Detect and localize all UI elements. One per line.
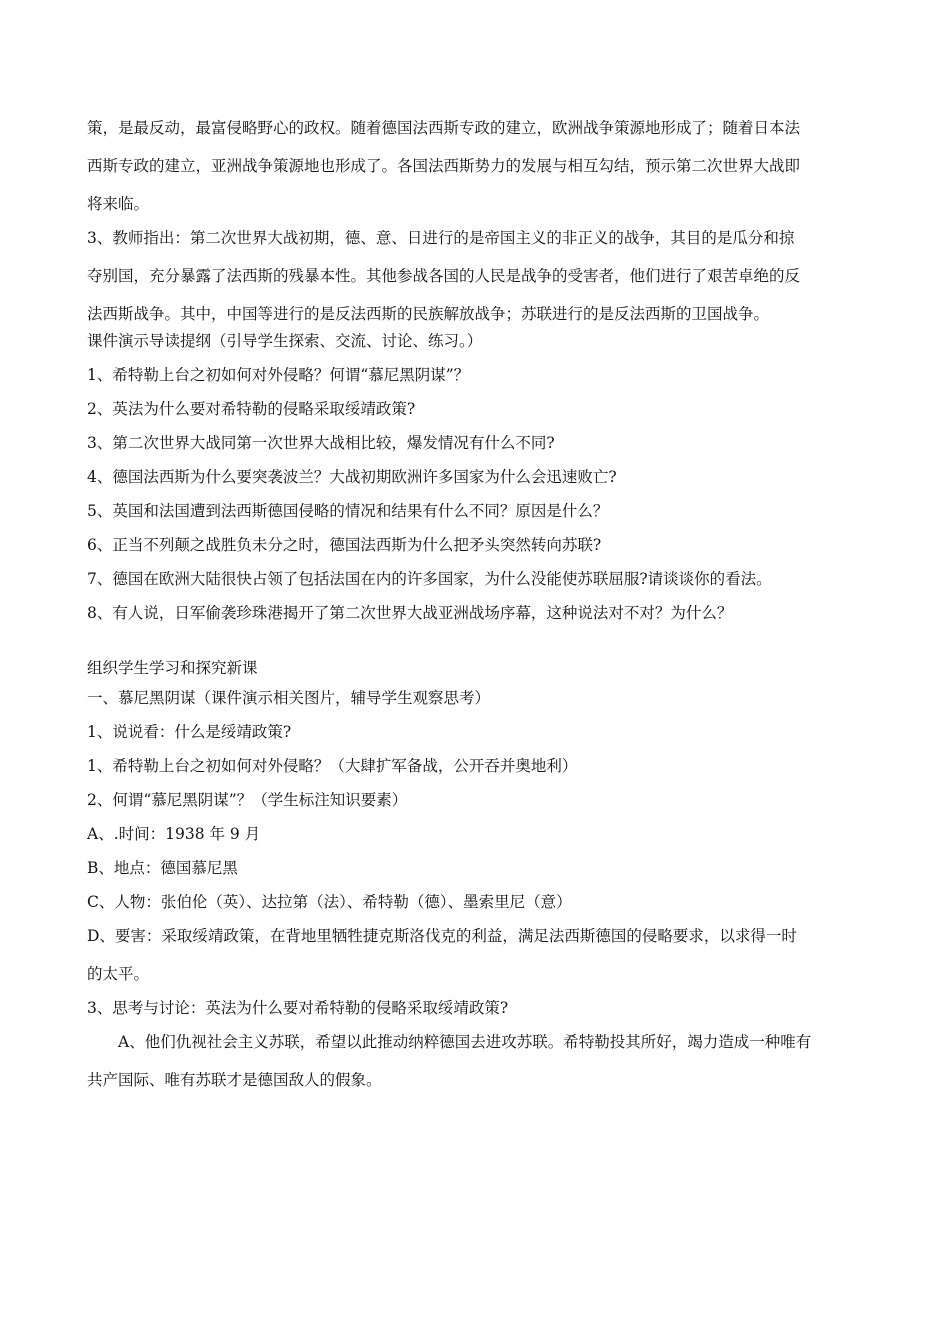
outline-item: 1、希特勒上台之初如何对外侵略？何谓“慕尼黑阴谋”？ (87, 366, 470, 384)
section-one-item: 1、说说看：什么是绥靖政策? (87, 723, 292, 741)
intro-line-1: 策，是最反动，最富侵略野心的政权。随着德国法西斯专政的建立，欧洲战争策源地形成了；随着日本法 (87, 119, 801, 137)
outline-item: 6、正当不列颠之战胜负未分之时，德国法西斯为什么把矛头突然转向苏联? (87, 536, 602, 554)
answer-a-line-1: A、他们仇视社会主义苏联，希望以此推动纳粹德国去进攻苏联。希特勒投其所好，竭力造成一种唯有 (118, 1033, 812, 1051)
intro-line-3: 将来临。 (87, 195, 150, 213)
outline-item: 2、英法为什么要对希特勒的侵略采取绥靖政策? (87, 400, 416, 418)
section-one-item: B、地点：德国慕尼黑 (87, 859, 238, 877)
point-d-line-1: D、要害：采取绥靖政策，在背地里牺牲捷克斯洛伐克的利益，满足法西斯德国的侵略要求，以求得一时 (87, 927, 797, 945)
answer-a-line-2: 共产国际、唯有苏联才是德国敌人的假象。 (87, 1071, 382, 1089)
teacher-note-line-1: 3、教师指出：第二次世界大战初期，德、意、日进行的是帝国主义的非正义的战争，其目的是瓜分和掠 (87, 229, 795, 247)
section-one-item: 1、希特勒上台之初如何对外侵略？（大肆扩军备战，公开吞并奥地利） (87, 757, 578, 775)
intro-line-2: 西斯专政的建立，亚洲战争策源地也形成了。各国法西斯势力的发展与相互勾结，预示第二次世界大战即 (87, 157, 801, 175)
outline-item: 8、有人说，日军偷袭珍珠港揭开了第二次世界大战亚洲战场序幕，这种说法对不对？为什么？ (87, 604, 733, 622)
outline-item: 5、英国和法国遭到法西斯德国侵略的情况和结果有什么不同？原因是什么？ (87, 502, 609, 520)
outline-heading: 课件演示导读提纲（引导学生探索、交流、讨论、练习。） (87, 332, 483, 350)
point-d-line-2: 的太平。 (87, 965, 150, 983)
outline-item: 3、第二次世界大战同第一次世界大战相比较，爆发情况有什么不同? (87, 434, 555, 452)
section-one-item: A、.时间：1938 年 9 月 (87, 825, 261, 843)
teacher-note-line-2: 夺别国，充分暴露了法西斯的残暴本性。其他参战各国的人民是战争的受害者，他们进行了艰苦卓绝的反 (87, 267, 801, 285)
discussion-question: 3、思考与讨论：英法为什么要对希特勒的侵略采取绥靖政策? (87, 999, 509, 1017)
new-lesson-heading: 组织学生学习和探究新课 (87, 659, 258, 677)
outline-item: 7、德国在欧洲大陆很快占领了包括法国在内的许多国家，为什么没能使苏联屈服?请谈谈你的看法。 (87, 570, 772, 588)
document-body (87, 118, 867, 1090)
outline-item: 4、德国法西斯为什么要突袭波兰？大战初期欧洲许多国家为什么会迅速败亡? (87, 468, 617, 486)
section-one-title: 一、慕尼黑阴谋（课件演示相关图片，辅导学生观察思考） (87, 689, 491, 707)
section-one-item: C、人物：张伯伦（英）、达拉第（法）、希特勒（德）、墨索里尼（意） (87, 893, 572, 911)
teacher-note-line-3: 法西斯战争。其中，中国等进行的是反法西斯的民族解放战争；苏联进行的是反法西斯的卫国战争。 (87, 305, 770, 323)
section-one-item: 2、何谓“慕尼黑阴谋”？（学生标注知识要素） (87, 791, 408, 809)
